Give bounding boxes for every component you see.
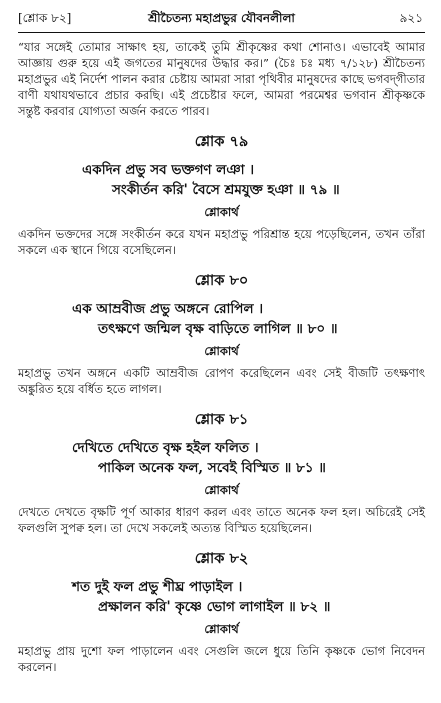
verse-title: শ্লোক ৮১	[194, 411, 249, 428]
verse-line-2: প্রক্ষালন করি' কৃষ্ণে ভোগ লাগাইল ॥ ৮২ ॥	[98, 599, 331, 615]
page-number: ৯২১	[399, 11, 423, 25]
translation-text: মহাপ্রভু তখন অঙ্গনে একটি আম্রবীজ রোপণ করেছিলেন এবং সেই বীজটি তৎক্ষণাৎ অঙ্কুরিত হয়ে বর্ধিত হতে লাগল।	[18, 366, 425, 396]
translation-heading: শ্লোকার্থ	[204, 622, 239, 636]
verse-line-1: একদিন প্রভু সব ভক্তগণ লঞা ।	[82, 162, 255, 178]
intro-paragraph: “যার সঙ্গেই তোমার সাক্ষাৎ হয়, তাকেই তুমি শ্রীকৃষ্ণের কথা শোনাও। এভাবেই আমার আজ্ঞায় গুরু হয়ে এই জগতের মানুষদের উদ্ধার কর।” (চৈঃ চঃ মধ্য ৭/১২৮) শ্রীচৈতন্য মহাপ্রভুর এই নির্দেশ পালন করার চেষ্টায় আমরা সারা পৃথিবীর মানুষদের কাছে ভগবদ্‌গীতার বাণী যথাযথভাবে প্রচার করছি। এই প্রচেষ্টার ফলে, আমরা পরমেশ্বর ভগবান শ্রীকৃষ্ণকে সন্তুষ্ট করবার যোগ্যতা অর্জন করতে পারব।	[18, 40, 425, 118]
verse-line-1: শত দুই ফল প্রভু শীঘ্র পাড়াইল ।	[72, 579, 243, 595]
translation-text: একদিন ভক্তদের সঙ্গে সংকীর্তন করে যখন মহাপ্রভু পরিশ্রান্ত হয়ে পড়েছিলেন, তখন তাঁরা সকলে এক স্থানে গিয়ে বসেছিলেন।	[18, 227, 425, 257]
header-rule	[18, 32, 425, 33]
page-header	[18, 8, 425, 28]
verse-line-2: সংকীর্তন করি' বৈসে শ্রমযুক্ত হঞা ॥ ৭৯ ॥	[112, 182, 340, 198]
translation-heading: শ্লোকার্থ	[204, 205, 239, 219]
verse-title: শ্লোক ৮২	[194, 550, 249, 567]
verse-line-2: তৎক্ষণে জন্মিল বৃক্ষ বাড়িতে লাগিল ॥ ৮০ ॥	[98, 321, 338, 337]
verse-title: শ্লোক ৮০	[194, 272, 249, 289]
verse-title: শ্লোক ৭৯	[194, 133, 249, 150]
verse-line-2: পাকিল অনেক ফল, সবেই বিস্মিত ॥ ৮১ ॥	[98, 460, 326, 476]
verse-80	[18, 270, 425, 397]
verse-81	[18, 409, 425, 536]
translation-text: দেখতে দেখতে বৃক্ষটি পূর্ণ আকার ধারণ করল এবং তাতে অনেক ফল হল। অচিরেই সেই ফলগুলি সুপক্ব হল। তা দেখে সকলেই অত্যন্ত বিস্মিত হয়েছিলেন।	[18, 505, 425, 535]
translation-heading: শ্লোকার্থ	[204, 344, 239, 358]
verse-line-1: দেখিতে দেখিতে বৃক্ষ হইল ফলিত ।	[72, 440, 259, 456]
running-title: শ্রীচৈতন্য মহাপ্রভুর যৌবনলীলা	[148, 11, 295, 25]
translation-text: মহাপ্রভু প্রায় দুশো ফল পাড়ালেন এবং সেগুলি জলে ধুয়ে তিনি কৃষ্ণকে ভোগ নিবেদন করলেন।	[18, 644, 425, 674]
header-verse-ref: [শ্লোক ৮২]	[18, 11, 72, 25]
verse-79	[18, 131, 425, 258]
verse-82	[18, 548, 425, 675]
translation-heading: শ্লোকার্থ	[204, 483, 239, 497]
verse-line-1: এক আম্রবীজ প্রভু অঙ্গনে রোপিল ।	[72, 301, 264, 317]
